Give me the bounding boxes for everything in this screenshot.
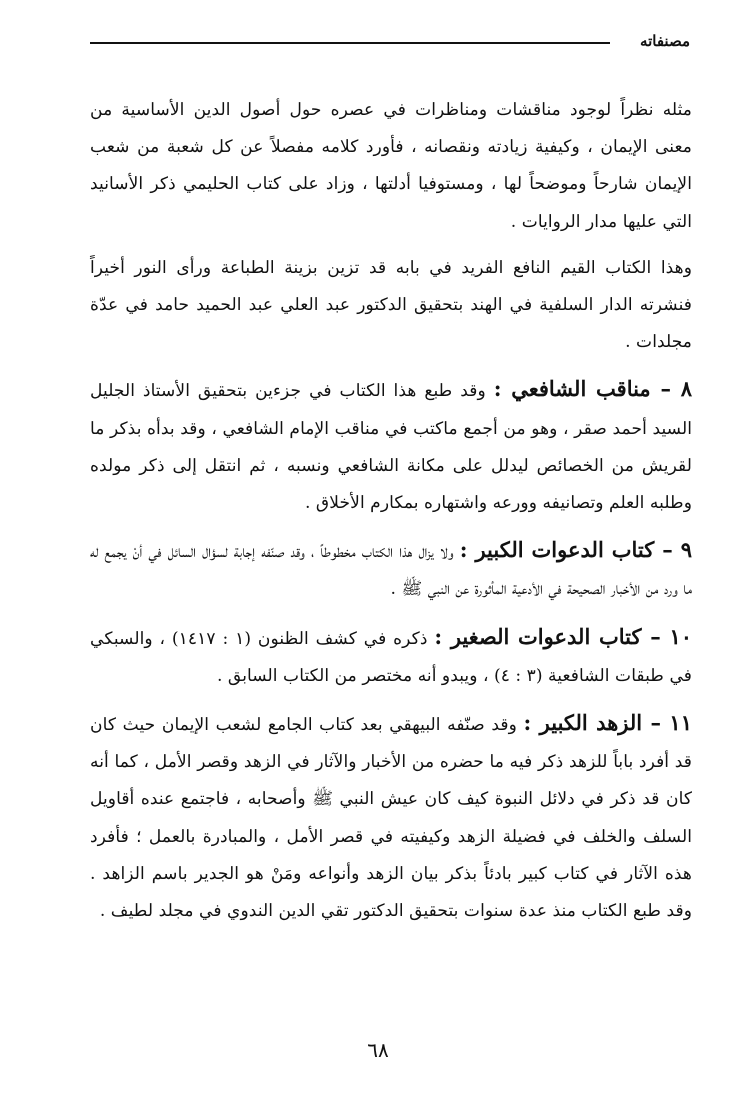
paragraph-intro bbox=[90, 92, 692, 241]
header-rule bbox=[90, 42, 610, 44]
item-heading: ٨ – مناقب الشافعي : bbox=[493, 376, 692, 402]
paragraph-text: ذكره في كشف الظنون (١ : ١٤١٧) ، والسبكي في طبقات الشافعية (٣ : ٤) ، ويبدو أنه مختصر من الكتاب السابق . bbox=[90, 628, 692, 686]
page-number: ٦٨ bbox=[367, 1038, 389, 1062]
item-heading: ١١ – الزهد الكبير : bbox=[523, 710, 692, 736]
paragraph-item-11 bbox=[90, 704, 692, 930]
paragraph-text: وقد صنّفه البيهقي بعد كتاب الجامع لشعب الإيمان حيث كان قد أفرد باباً للزهد ذكر فيه ما حضره من الأخبار والآثار في الزهد وقصر الأمل ، كما أنه كان قد ذكر في دلائل النبوة كيف كان عيش النبي ﷺ وأصحابه ، فاجتمع عنده أقاويل السلف والخلف في فضيلة الزهد وكيفيته في قصر الأمل ، والمبادرة بالعمل ؛ فأفرد هذه الآثار في كتاب كبير بادئاً بذكر بيان الزهد وأنواعه ومَنْ هو الجدير باسم الزاهد . وقد طبع الكتاب منذ عدة سنوات بتحقيق الدكتور تقي الدين الندوي في مجلد لطيف . bbox=[90, 715, 692, 922]
paragraph-text: مثله نظراً لوجود مناقشات ومناظرات في عصره حول أصول الدين الأساسية من معنى الإيمان ، وكيفية زيادته ونقصانه ، فأورد كلامه مفصلاً عن كل شعبة من شعب الإيمان شارحاً وموضحاً لها ، ومستوفيا أدلتها ، وزاد على كتاب الحليمي ذكر الأسانيد التي عليها مدار الروايات . bbox=[90, 100, 692, 232]
paragraph-publication bbox=[90, 250, 692, 362]
paragraph-item-10 bbox=[90, 618, 692, 695]
paragraph-text: وقد طبع هذا الكتاب في جزءين بتحقيق الأستاذ الجليل السيد أحمد صقر ، وهو من أجمع ماكتب في مناقب الإمام الشافعي ، وقد بدأه بذكر ما لقريش من الخصائص ليدلل على مكانة الشافعي ونسبه ، ثم انتقل إلى ذكر مولده وطلبه العلم وتصانيفه وورعه واشتهاره بمكارم الأخلاق . bbox=[90, 381, 692, 514]
paragraph-text: ولا يزال هذا الكتاب مخطوطاً ، وقد صنّفه إجابة لسؤال السائل في أنْ يجمع له ما ورد من الأخبار الصحيحة في الأدعية المأثورة عن النبي ﷺ . bbox=[90, 542, 692, 600]
paragraph-item-9 bbox=[90, 531, 692, 608]
paragraph-item-8 bbox=[90, 370, 692, 522]
chapter-title: مصنفاته bbox=[640, 32, 690, 50]
item-heading: ١٠ – كتاب الدعوات الصغير : bbox=[434, 623, 692, 649]
page-body bbox=[90, 92, 692, 930]
paragraph-text: وهذا الكتاب القيم النافع الفريد في بابه قد تزين بزينة الطباعة ورأى النور أخيراً فنشرته الدار السلفية في الهند بتحقيق الدكتور عبد العلي عبد الحميد حامد في عدّة مجلدات . bbox=[90, 257, 692, 353]
running-header bbox=[90, 30, 690, 60]
item-heading: ٩ – كتاب الدعوات الكبير : bbox=[459, 537, 693, 563]
